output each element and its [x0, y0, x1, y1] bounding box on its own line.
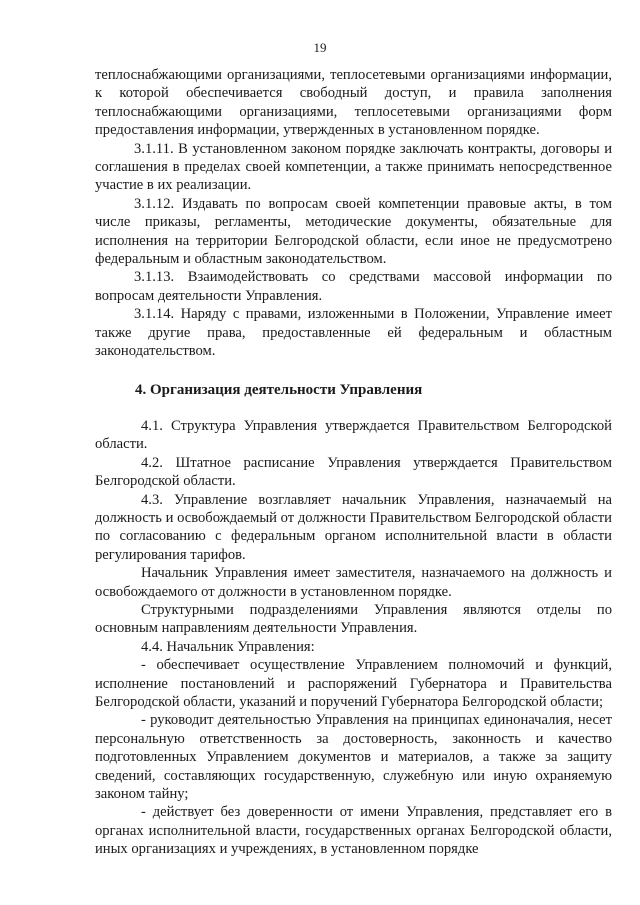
- paragraph: 3.1.14. Наряду с правами, изложенными в Положении, Управление имеет также другие права, предоставленные ей федеральным и областным законодательством.: [95, 306, 612, 360]
- paragraph: 3.1.12. Издавать по вопросам своей компетенции правовые акты, в том числе приказы, регламенты, методические документы, обязательные для исполнения на территории Белгородской области, если иное не предусмотрено федеральным и областным законодательством.: [95, 195, 612, 268]
- paragraph: теплоснабжающими организациями, теплосетевыми организациями информации, к которой обеспечивается свободный доступ, и правила заполнения теплоснабжающими организациями, теплосетевыми организациями форм предоставления информации, утвержденных в установленном порядке.: [95, 67, 612, 139]
- paragraph: 4.1. Структура Управления утверждается Правительством Белгородской области.: [95, 417, 612, 453]
- paragraph: Начальник Управления имеет заместителя, назначаемого на должность и освобождаемого от должности в установленном порядке.: [95, 565, 612, 600]
- paragraph: - руководит деятельностью Управления на принципах единоначалия, несет персональную ответственность за достоверность, законность и качество подготовленных Управлением документов и материалов, а также за защиту сведений, составляющих государственную, служебную или иную охраняемую законом тайну;: [95, 712, 612, 803]
- paragraph: - обеспечивает осуществление Управлением полномочий и функций, исполнение постановлений и распоряжений Губернатора и Правительства Белгородской области, указаний и поручений Губернатора Белгородской области;: [95, 657, 612, 710]
- paragraph: 3.1.13. Взаимодействовать со средствами массовой информации по вопросам деятельности Управления.: [95, 269, 612, 304]
- page-number: 19: [313, 40, 327, 55]
- paragraph: 4.2. Штатное расписание Управления утверждается Правительством Белгородской области.: [95, 454, 612, 490]
- paragraph: Структурными подразделениями Управления являются отделы по основным направлениям деятельности Управления.: [95, 601, 612, 637]
- paragraph: - действует без доверенности от имени Управления, представляет его в органах исполнительной власти, государственных органах Белгородской области, иных организациях и учреждениях, в установленном порядке: [95, 804, 612, 858]
- paragraph: 4.3. Управление возглавляет начальник Управления, назначаемый на должность и освобождаемый от должности Правительством Белгородской области по согласованию с федеральным органом исполнительной власти в области регулирования тарифов.: [95, 491, 612, 563]
- paragraph: 3.1.11. В установленном законом порядке заключать контракты, договоры и соглашения в пределах своей компетенции, а также принимать непосредственное участие в их реализации.: [95, 140, 612, 194]
- paragraph: 4.4. Начальник Управления:: [141, 638, 315, 655]
- paragraphs-after: [95, 417, 612, 859]
- document-body: [95, 66, 612, 859]
- paragraphs-before: [95, 66, 612, 361]
- section-heading: 4. Организация деятельности Управления: [135, 381, 423, 398]
